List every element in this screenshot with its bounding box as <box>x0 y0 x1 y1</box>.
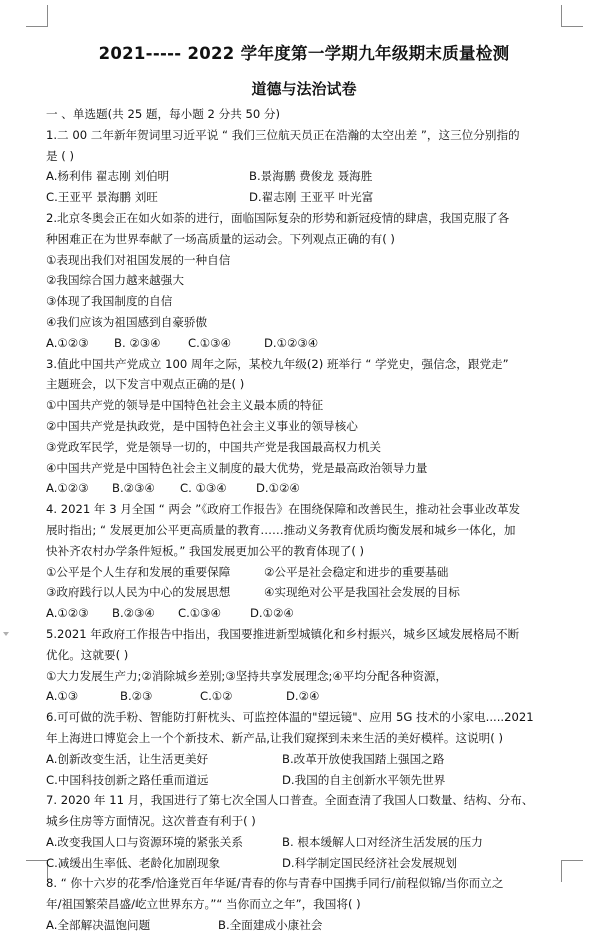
q2-option-b: B. ②③④ <box>114 335 161 350</box>
q6-option-c: C.中国科技创新之路任重而道远 <box>46 772 209 787</box>
q4-item-2: ②公平是社会稳定和进步的重要基础 <box>264 564 449 579</box>
q7-options-row2 <box>46 853 566 874</box>
q7-option-c: C.减缓出生率低、老龄化加剧现象 <box>46 855 221 870</box>
q2-item-3: ③体现了我国制度的自信 <box>46 294 173 309</box>
q6-option-a: A.创新改变生活，让生活更美好 <box>46 751 209 766</box>
q2-item-1: ①表现出我们对祖国发展的一种自信 <box>46 252 231 267</box>
q8-stem-line1: 8. “ 你十六岁的花季/恰逢党百年华诞/青春的你与青春中国携手同行/前程似锦/当你而立之 <box>46 876 504 891</box>
q1-stem-line1: 1.二 00 二年新年贺词里习近平说 “ 我们三位航天员正在浩瀚的太空出差 ”，这三位分别指的 <box>46 127 520 142</box>
q1-stem-line2: 是 ( ) <box>46 148 75 163</box>
q5-stem-line2: 优化。这就要( ) <box>46 647 129 662</box>
q2-item-4: ④我们应该为祖国感到自豪骄傲 <box>46 314 208 329</box>
q2-stem-line1: 2.北京冬奥会正在如火如荼的进行，面临国际复杂的形势和新冠疫情的肆虐，我国克服了各 <box>46 210 510 225</box>
q7-option-a: A.改变我国人口与资源环境的紧张关系 <box>46 834 243 849</box>
q4-stem-line3: 快补齐农村办学条件短板。” 我国发展更加公平的教育体现了( ) <box>46 543 365 558</box>
q3-stem-line1: 3.值此中国共产党成立 100 周年之际，某校九年级(2) 班举行 “ 学党史，强信念，跟党走” <box>46 356 509 371</box>
q4-items-row1 <box>46 562 566 583</box>
q5-options <box>46 686 566 707</box>
q3-option-d: D.①②④ <box>256 481 300 496</box>
q4-options <box>46 603 566 624</box>
q5-stem-line1: 5.2021 年政府工作报告中指出，我国要推进新型城镇化和乡村振兴，城乡区域发展格局不断 <box>46 626 520 641</box>
q6-option-d: D.我国的自主创新水平领先世界 <box>282 772 446 787</box>
page-title: 2021----- 2022 学年度第一学期九年级期末质量检测 <box>98 44 510 63</box>
q1-option-d: D.翟志刚 王亚平 叶光富 <box>249 190 374 205</box>
crop-mark-top-left-v <box>47 5 48 27</box>
question-list <box>46 104 566 936</box>
q5-option-a: A.①③ <box>46 689 79 704</box>
q7-stem-line1: 7. 2020 年 11 月，我国进行了第七次全国人口普查。全面查清了我国人口数量、结构、分布、 <box>46 793 534 808</box>
q3-option-a: A.①②③ <box>46 481 89 496</box>
q8-stem-line2: 年/祖国繁荣昌盛/屹立世界东方。”“ 当你而立之年”，我国将( ) <box>46 897 361 912</box>
q3-item-4: ④中国共产党是中国特色社会主义制度的最大优势，党是最高政治领导力量 <box>46 460 428 475</box>
q1-option-c: C.王亚平 景海鹏 刘旺 <box>46 190 158 205</box>
q8-option-b: B.全面建成小康社会 <box>218 918 323 933</box>
section-heading: 一 、单选题(共 25 题，每小题 2 分共 50 分) <box>46 107 281 121</box>
q4-stem-line2: 展时指出; “ 发展更加公平更高质量的教育……推动义务教育优质均衡发展和城乡一体化，加 <box>46 522 516 537</box>
q7-option-d: D.科学制定国民经济社会发展规划 <box>282 855 457 870</box>
q5-option-d: D.②④ <box>286 689 320 704</box>
q3-item-1: ①中国共产党的领导是中国特色社会主义最本质的特征 <box>46 398 324 413</box>
q6-options-row2 <box>46 770 566 791</box>
margin-marker-icon <box>3 632 9 636</box>
q4-option-b: B.②③④ <box>112 606 155 621</box>
q7-stem-line2: 城乡住房等方面情况。这次普查有利于( ) <box>46 814 256 829</box>
crop-mark-top-right-h <box>561 26 583 27</box>
q7-options-row1 <box>46 832 566 853</box>
q1-options-row1 <box>46 166 566 187</box>
q6-option-b: B.改革开放使我国踏上强国之路 <box>282 751 445 766</box>
q5-option-c: C.①② <box>200 689 233 704</box>
q1-option-b: B.景海鹏 费俊龙 聂海胜 <box>249 169 373 184</box>
q2-option-a: A.①②③ <box>46 335 89 350</box>
q3-item-3: ③党政军民学，党是领导一切的，中国共产党是我国最高权力机关 <box>46 439 382 454</box>
q6-stem-line2: 年上海进口博览会上一个个新技术、新产品,让我们窥探到未来生活的美好模样。这说明( ) <box>46 730 503 745</box>
crop-mark-bottom-left-h <box>26 860 48 861</box>
q2-option-c: C.①③④ <box>188 335 231 350</box>
q4-items-row2 <box>46 582 566 603</box>
q4-item-4: ④实现绝对公平是我国社会发展的目标 <box>264 585 460 600</box>
q4-option-a: A.①②③ <box>46 606 89 621</box>
q1-options-row2 <box>46 187 566 208</box>
crop-mark-top-left-h <box>26 26 48 27</box>
q3-item-2: ②中国共产党是执政党，是中国特色社会主义事业的领导核心 <box>46 418 358 433</box>
q4-item-3: ③政府践行以人民为中心的发展思想 <box>46 585 231 600</box>
q3-option-c: C. ①③④ <box>180 481 227 496</box>
q4-option-d: D.①②④ <box>250 606 294 621</box>
q8-option-a: A.全部解决温饱问题 <box>46 918 151 933</box>
q2-option-d: D.①②③④ <box>264 335 319 350</box>
q3-option-b: B.②③④ <box>112 481 155 496</box>
q3-options <box>46 478 566 499</box>
q2-item-2: ②我国综合国力越来越强大 <box>46 273 184 288</box>
q4-item-1: ①公平是个人生存和发展的重要保障 <box>46 564 231 579</box>
q2-options <box>46 333 566 354</box>
q4-option-c: C.①③④ <box>178 606 221 621</box>
page-subtitle: 道德与法治试卷 <box>251 80 357 98</box>
q7-option-b: B. 根本缓解人口对经济生活发展的压力 <box>282 834 483 849</box>
q6-stem-line1: 6.可可做的洗手粉、智能防打鼾枕头、可监控体温的"望远镜"、应用 5G 技术的小家电.....2021 <box>46 710 534 725</box>
q5-option-b: B.②③ <box>120 689 153 704</box>
q4-stem-line1: 4. 2021 年 3 月全国 “ 两会 ”《政府工作报告》在围绕保障和改善民生，推动社会事业改革发 <box>46 502 521 517</box>
q3-stem-line2: 主题班会，以下发言中观点正确的是( ) <box>46 377 245 392</box>
q8-options-row1 <box>46 915 566 936</box>
q2-stem-line2: 种困难正在为世界奉献了一场高质量的运动会。下列观点正确的有( ) <box>46 231 395 246</box>
crop-mark-top-right-v <box>561 5 562 27</box>
q5-items: ①大力发展生产力;②消除城乡差别;③坚持共享发展理念;④平均分配各种资源， <box>46 668 448 683</box>
q6-options-row1 <box>46 749 566 770</box>
q1-option-a: A.杨利伟 翟志刚 刘伯明 <box>46 169 170 184</box>
